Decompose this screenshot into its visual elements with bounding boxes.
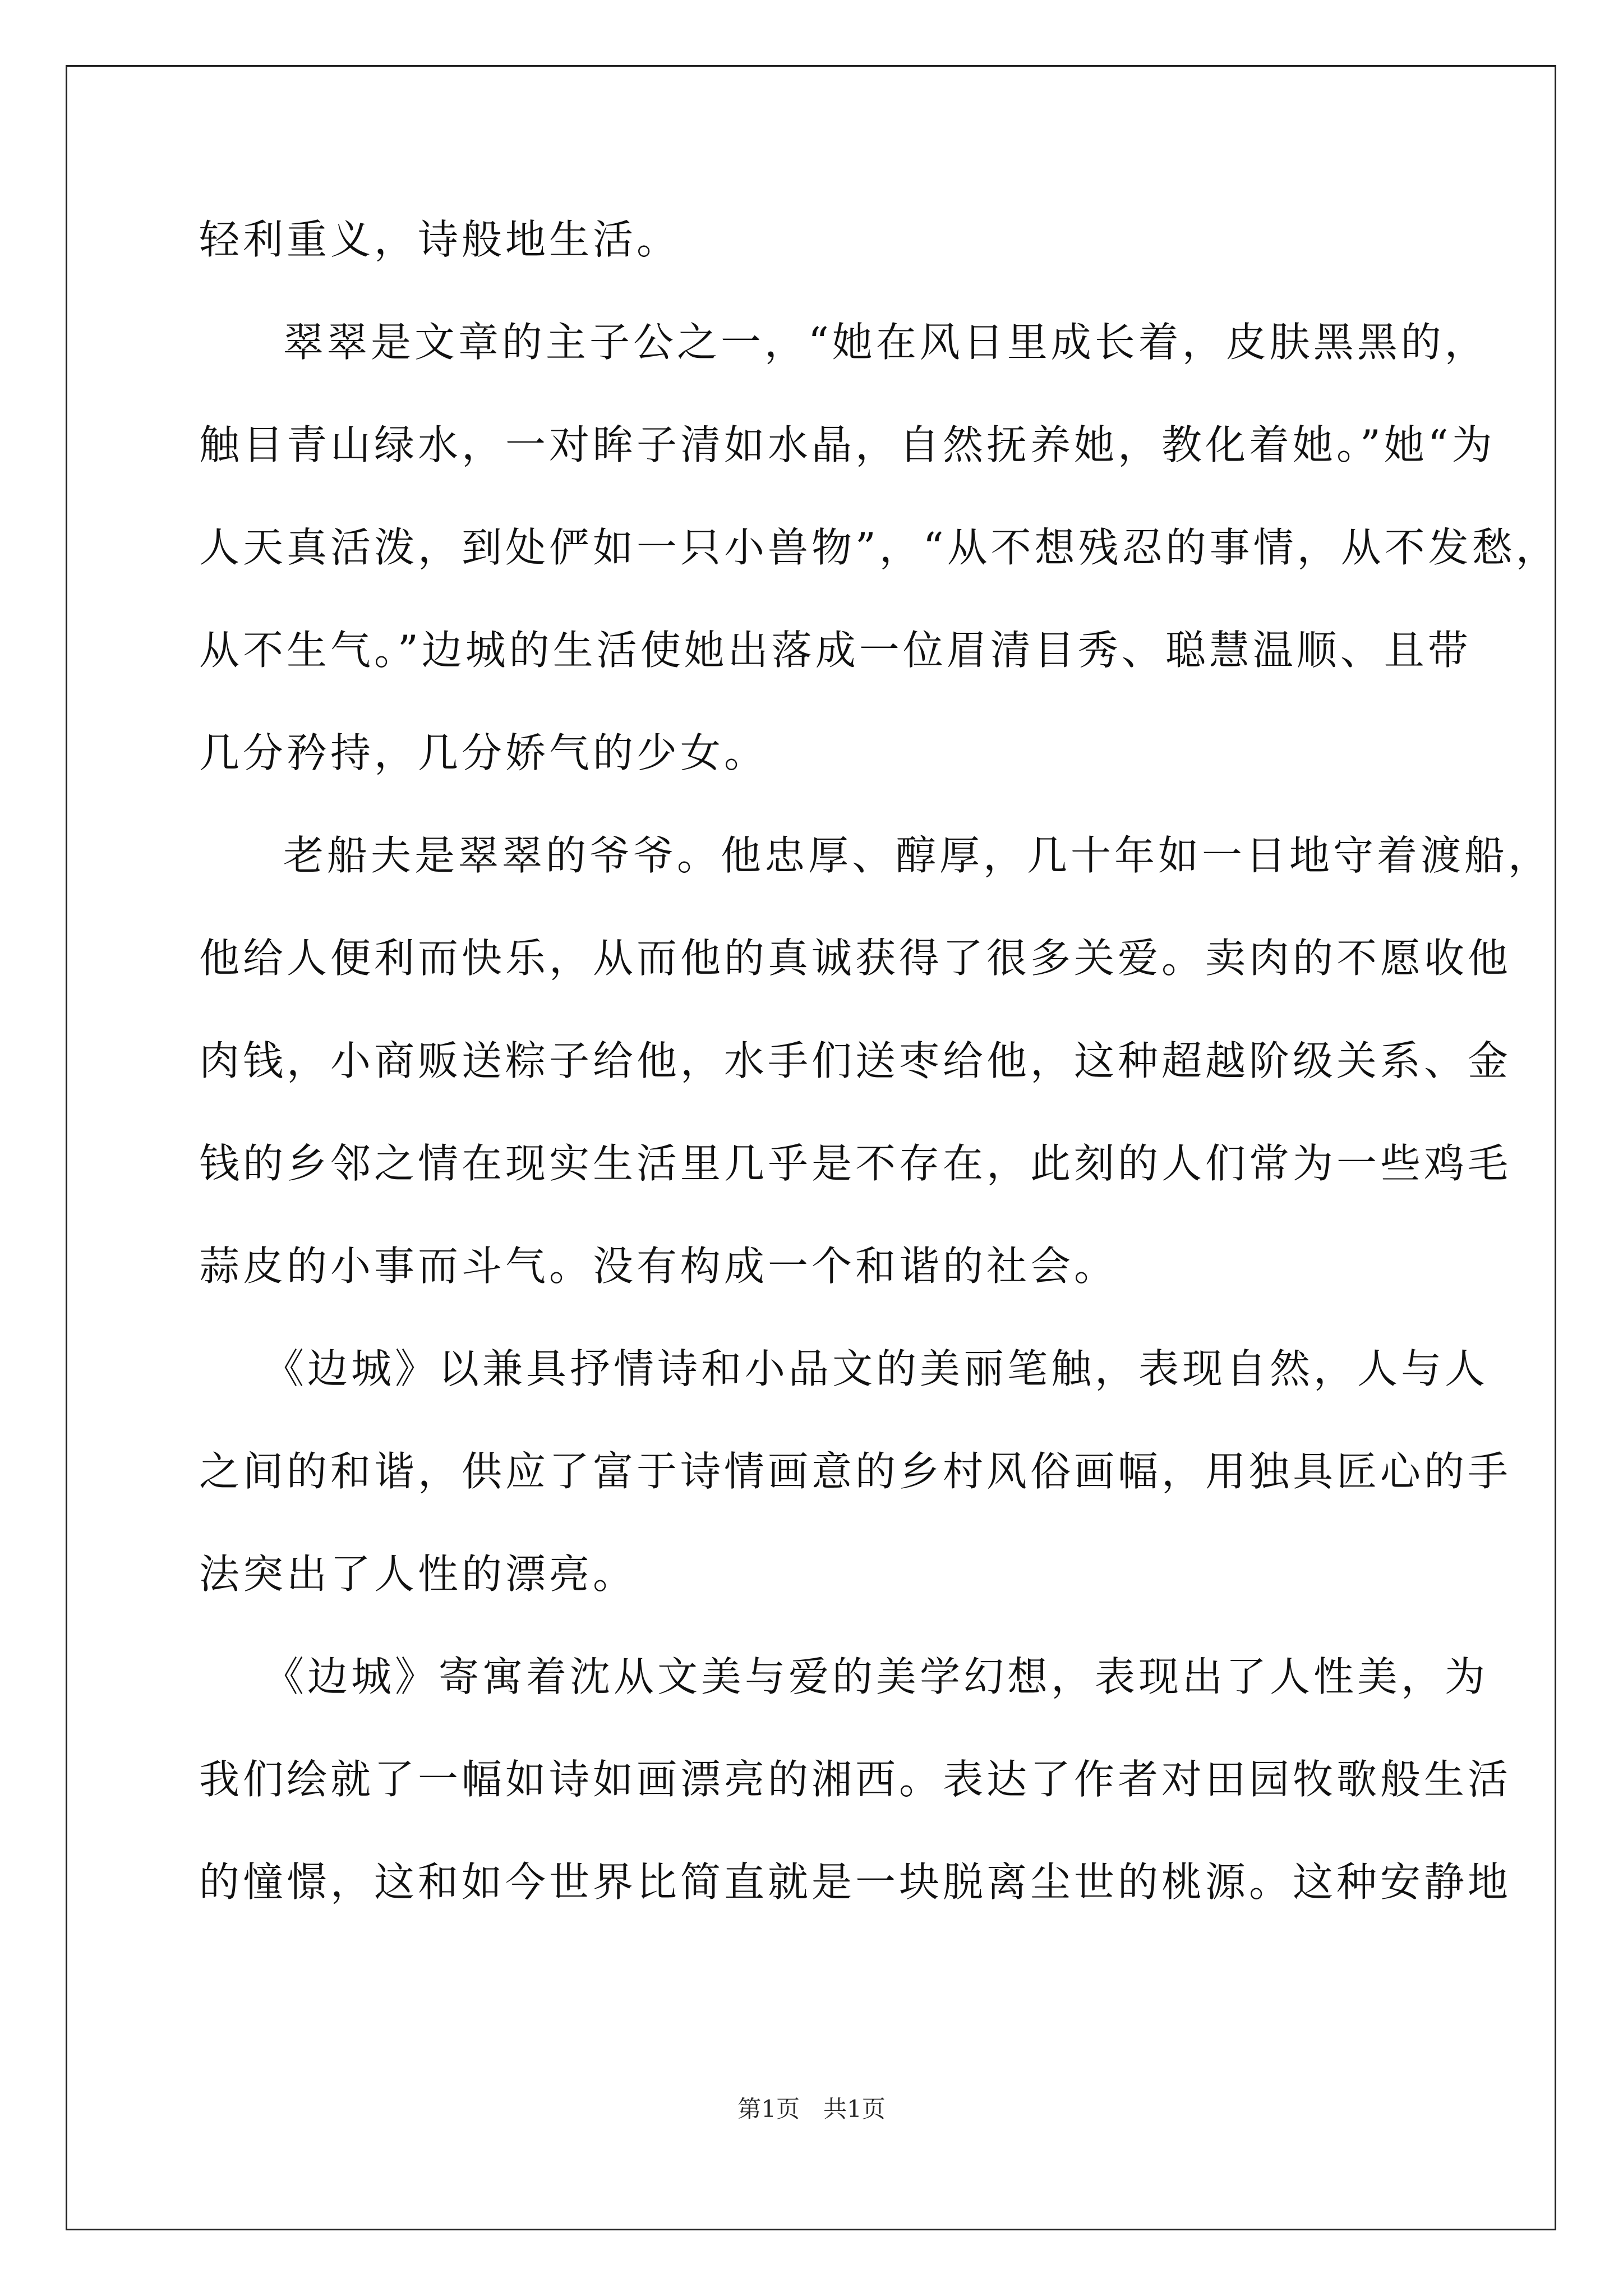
- page-number-footer: 第1页 共1页: [737, 2095, 886, 2123]
- body-text-line: 几分矜持，几分娇气的少女。: [199, 729, 768, 776]
- paragraph-first-line: 《边城》寄寓着沈从文美与爱的美学幻想，表现出了人性美，为: [264, 1653, 1489, 1700]
- paragraph-first-line: 老船夫是翠翠的爷爷。他忠厚、醇厚，几十年如一日地守着渡船，: [283, 832, 1552, 879]
- body-text-line: 法突出了人性的漂亮。: [199, 1550, 637, 1598]
- body-text-line: 轻利重义，诗般地生活。: [199, 216, 681, 263]
- body-text-line: 的憧憬，这和如今世界比简直就是一块脱离尘世的桃源。这种安静地: [199, 1858, 1512, 1906]
- body-text-line: 蒜皮的小事而斗气。没有构成一个和谐的社会。: [199, 1243, 1118, 1290]
- body-text-line: 触目青山绿水，一对眸子清如水晶，自然抚养她，教化着她。”她“为: [199, 421, 1496, 468]
- body-text-line: 从不生气。”边城的生活使她出落成一位眉清目秀、聪慧温顺、且带: [199, 627, 1472, 674]
- body-text-line: 肉钱，小商贩送粽子给他，水手们送枣给他，这种超越阶级关系、金: [199, 1037, 1512, 1084]
- paragraph-first-line: 翠翠是文章的主子公之一，“她在风日里成长着，皮肤黑黑的，: [283, 319, 1488, 366]
- body-text-line: 钱的乡邻之情在现实生活里几乎是不存在，此刻的人们常为一些鸡毛: [199, 1140, 1512, 1187]
- body-text-line: 他给人便利而快乐，从而他的真诚获得了很多关爱。卖肉的不愿收他: [199, 935, 1512, 982]
- body-text-line: 我们绘就了一幅如诗如画漂亮的湘西。表达了作者对田园牧歌般生活: [199, 1756, 1512, 1803]
- body-text-line: 人天真活泼，到处俨如一只小兽物”，“从不想残忍的事情，从不发愁，: [199, 524, 1560, 571]
- body-text-line: 之间的和谐，供应了富于诗情画意的乡村风俗画幅，用独具匠心的手: [199, 1448, 1512, 1495]
- paragraph-first-line: 《边城》以兼具抒情诗和小品文的美丽笔触，表现自然，人与人: [264, 1345, 1489, 1392]
